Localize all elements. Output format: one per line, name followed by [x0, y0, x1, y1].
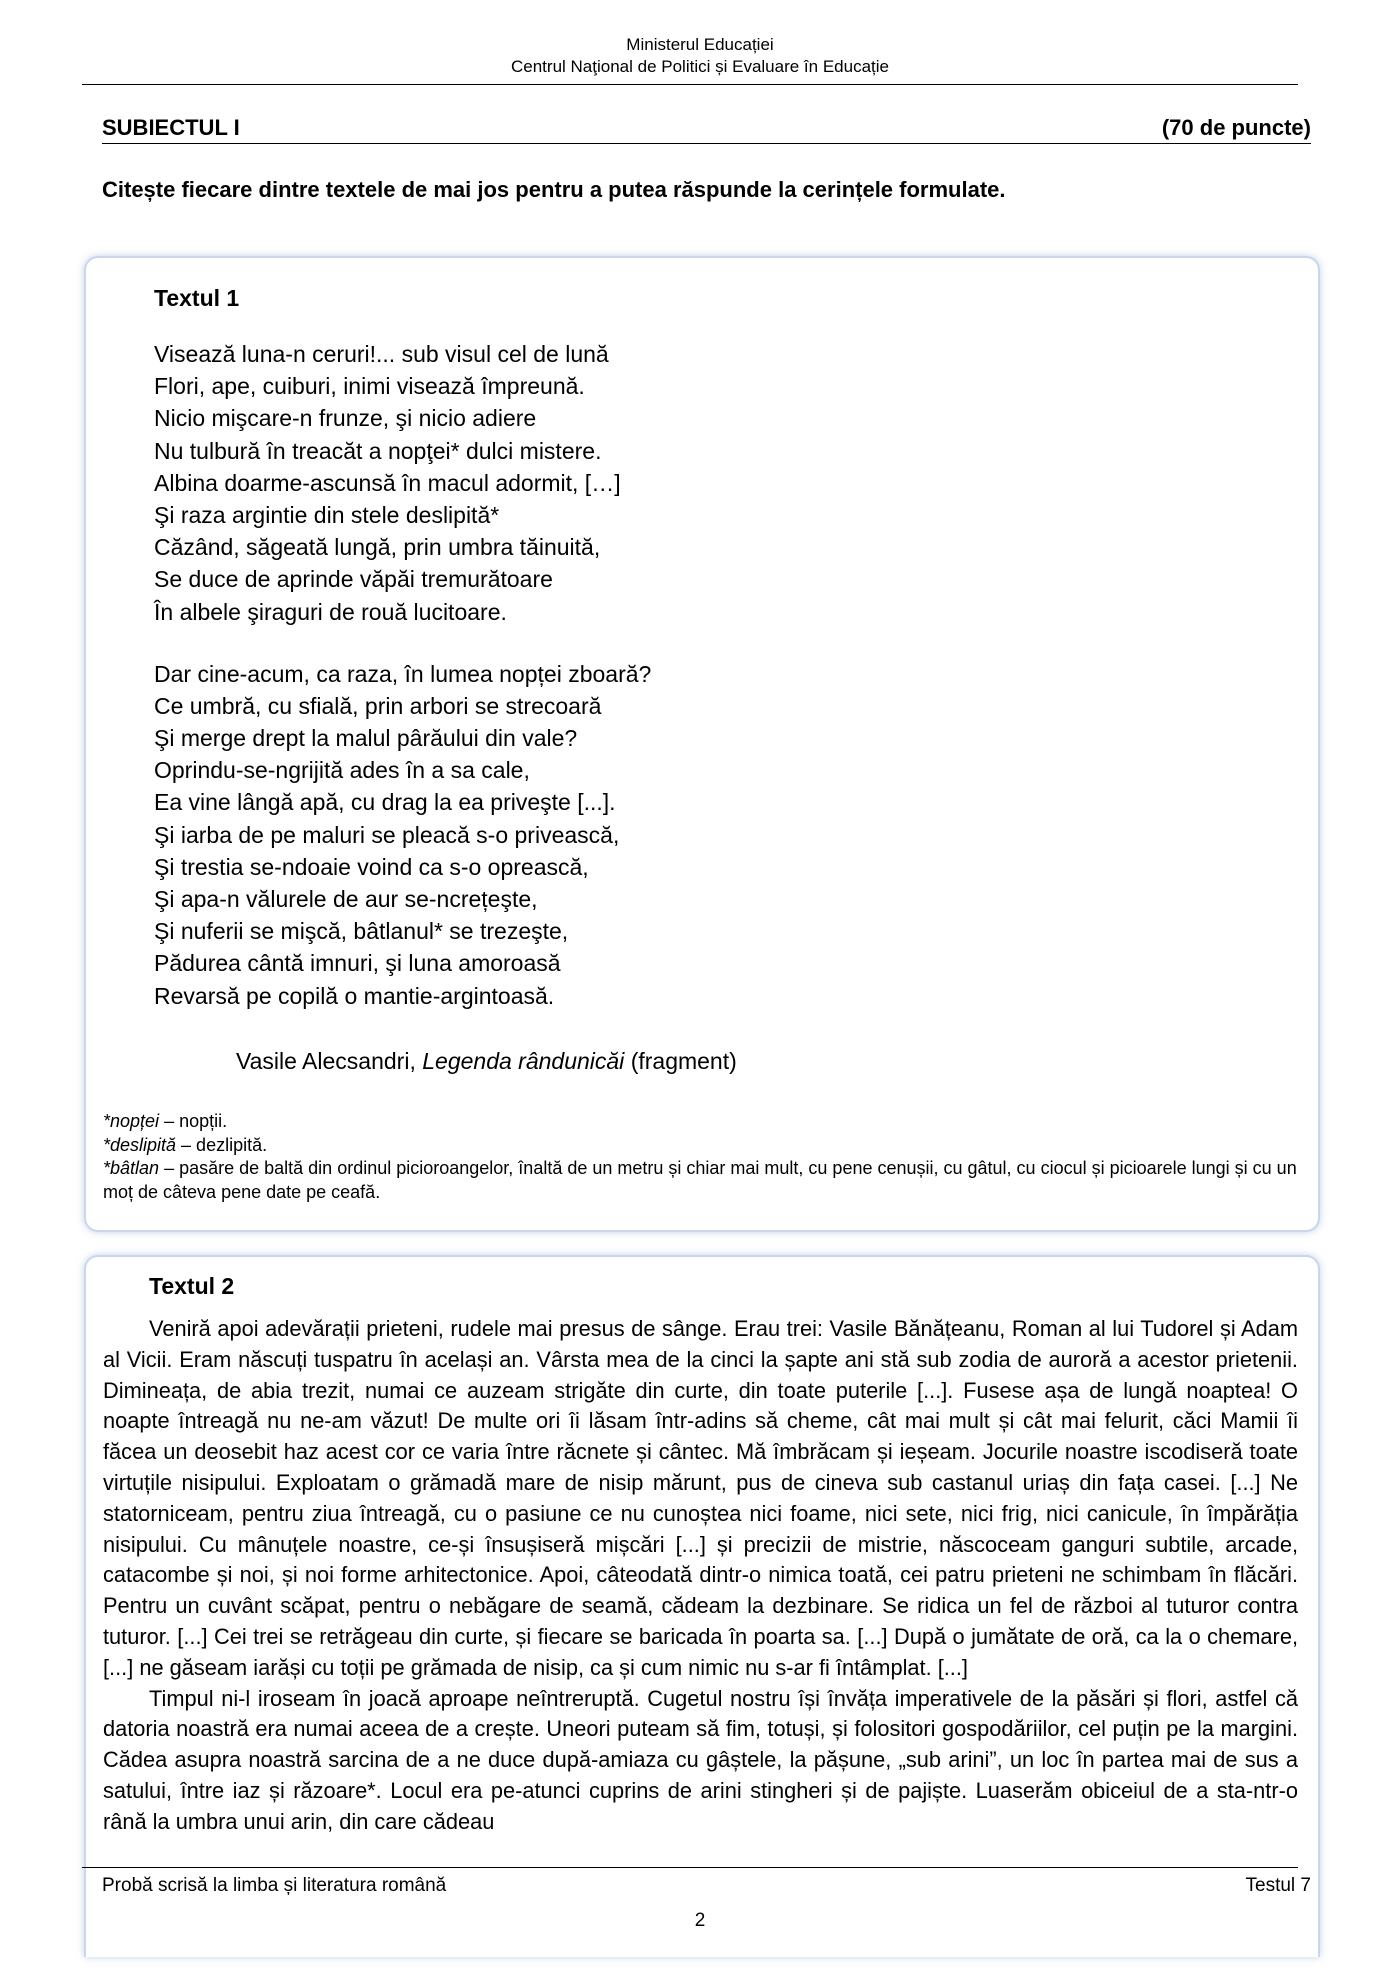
text2-title: Textul 2 [149, 1273, 235, 1299]
poem-line: Revarsă pe copilă o mantie-argintoasă. [154, 982, 555, 1009]
poem-line: Şi apa-n vălurele de aur se-ncrețeşte, [154, 886, 538, 912]
stanza-break [154, 628, 651, 658]
poem-line: Căzând, săgeată lungă, prin umbra tăinuită, [154, 534, 601, 561]
header-center: Centrul Naţional de Politici și Evaluare în Educație [511, 57, 889, 76]
subject-points: (70 de puncte) [1161, 115, 1311, 140]
text1-box [84, 256, 1320, 1232]
poem-line: Nu tulbură în treacăt a nopţei* dulci mistere. [154, 437, 602, 464]
glossary-note [103, 1157, 1303, 1204]
text2-box [84, 1255, 1320, 1957]
prose-paragraph: Timpul ni-l iroseam în joacă aproape neîntreruptă. Cugetul nostru își învăța imperativele de la păsări și flori, astfel că datoria noastră era numai aceea de a crește. Uneori puteam să fim, totuși, și folositori gospodăriilor, cel puțin pe la margini. Cădea asupra noastră sarcina de a ne duce după-amiaza cu gâștele, la pășune, „sub arini”, un loc în partea mai de sus a satului, între iaz și răzoare*. Locul era pe-atunci cuprins de arini stingheri și de pajiște. Luaserăm obiceiul de a sta-ntr-o rână la umbra unui arin, din care cădeau [103, 1685, 1298, 1834]
footer-test-number: Testul 7 [1245, 1875, 1311, 1896]
glossary-notes [103, 1110, 1303, 1204]
header-divider [82, 84, 1298, 85]
poem-line: Ea vine lângă apă, cu drag la ea priveşte [...]. [154, 789, 616, 816]
poem-line: Oprindu-se-ngrijită ades în a sa cale, [154, 757, 530, 784]
poem-line: Albina doarme-ascunsă în macul adormit, […] [154, 469, 621, 496]
poem-line: În albele şiraguri de rouă lucitoare. [154, 598, 507, 625]
poem-line: Şi raza argintie din stele deslipită* [154, 501, 500, 528]
poem-line: Şi trestia se-ndoaie voind ca s-o oprească, [154, 853, 589, 880]
instruction-text: Citește fiecare dintre textele de mai jos pentru a putea răspunde la cerințele formulate. [102, 177, 1006, 202]
glossary-definition: – dezlipită. [176, 1134, 268, 1155]
poem-line: Şi nuferii se mişcă, bâtlanul* se trezeşte, [154, 918, 569, 945]
poem-line: Visează luna-n ceruri!... sub visul cel de lună [154, 341, 609, 367]
footer-divider [82, 1867, 1298, 1868]
poem-line: Flori, ape, cuiburi, inimi visează împreună. [154, 373, 585, 400]
glossary-term: *nopței [103, 1111, 160, 1131]
footer-exam-name: Probă scrisă la limba și literatura română [102, 1875, 447, 1896]
header-ministry: Ministerul Educației [626, 35, 774, 54]
text2-prose [103, 1314, 1298, 1838]
poem-line: Dar cine-acum, ca raza, în lumea nopței zboară? [154, 660, 652, 687]
prose-paragraph: Veniră apoi adevărații prieteni, rudele mai presus de sânge. Erau trei: Vasile Bănățeanu, Roman al lui Tudorel și Adam al Vicii. Eram născuți tuspatru în același an. Vârsta mea de la cinci la șapte ani stă sub zodia de auroră a acestor prietenii. Dimineața, de abia trezit, numai ce auzeam strigăte din curte, din toate puterile [...]. Fusese așa de lungă noaptea! O noapte întreagă nu ne-am văzut! De multe ori îi lăsam într-adins să cheme, cât mai mult și cât mai felurit, căci Mamii îi făcea un deosebit haz acest cor ce varia între răcnete și cântec. Mă îmbrăcam și ieșeam. Jocurile noastre iscodiseră toate virtuțile nisipului. Exploatam o grămadă mare de nisip mărunt, pus de cineva sub castanul uriaș din fața casei. [...] Ne statorniceam, pentru ziua întreagă, cu o pasiune ce nu cunoștea nici foame, nici sete, nici frig, nici canicule, în împărăția nisipului. Cu mânuțele noastre, ce-și însușiseră mișcări [...] și precizii de mistrie, născoceam ganguri subtile, arcade, catacombe și noi, și noi forme arhitectonice. Apoi, câteodată dintr-o nimica toată, cei patru prieteni ne schimbam în flăcări. Pentru un cuvânt scăpat, pentru o nebăgare de seamă, cădeam la dezbinare. Se ridica un fel de război al tuturor contra tuturor. [...] Cei trei se retrăgeau din curte, și fiecare se baricada în poarta sa. [...] După o jumătate de oră, ca la o chemare, [...] ne găseam iarăși cu toții pe grămada de nisip, ca și cum nimic nu s-ar fi întâmplat. [...] [103, 1316, 1298, 1680]
glossary-definition: – nopții. [159, 1111, 228, 1131]
glossary-definition: – pasăre de baltă din ordinul picioroangelor, înaltă de un metru și chiar mai mult, cu pene cenușii, cu gâtul, cu ciocul și picioarele lungi și cu un moț de câteva pene date pe ceafă. [103, 1158, 1297, 1202]
poem-line: Ce umbră, cu sfială, prin arbori se strecoară [154, 692, 602, 719]
poem-fragment-note: (fragment) [630, 1048, 737, 1074]
poem-line: Şi iarba de pe maluri se pleacă s-o privească, [154, 821, 620, 848]
glossary-note [103, 1110, 1303, 1134]
subject-heading [102, 115, 1311, 144]
poem-attribution [236, 1048, 737, 1075]
poem-line: Şi merge drept la malul pârăului din vale? [154, 725, 578, 752]
page-header [0, 34, 1400, 78]
poem-line: Pădurea cântă imnuri, şi luna amoroasă [154, 950, 561, 977]
poem-author: Vasile Alecsandri, [236, 1048, 416, 1074]
poem-line: Se duce de aprinde văpăi tremurătoare [154, 566, 553, 593]
poem [154, 338, 651, 1012]
glossary-term: *deslipită [103, 1134, 177, 1155]
text1-title: Textul 1 [154, 285, 240, 311]
poem-work-title: Legenda rândunicăi [422, 1048, 625, 1074]
glossary-term: *bâtlan [103, 1158, 160, 1178]
subject-label: SUBIECTUL I [102, 115, 240, 140]
glossary-note [103, 1134, 1303, 1158]
page-number: 2 [694, 1910, 706, 1931]
poem-line: Nicio mişcare-n frunze, şi nicio adiere [154, 405, 537, 432]
